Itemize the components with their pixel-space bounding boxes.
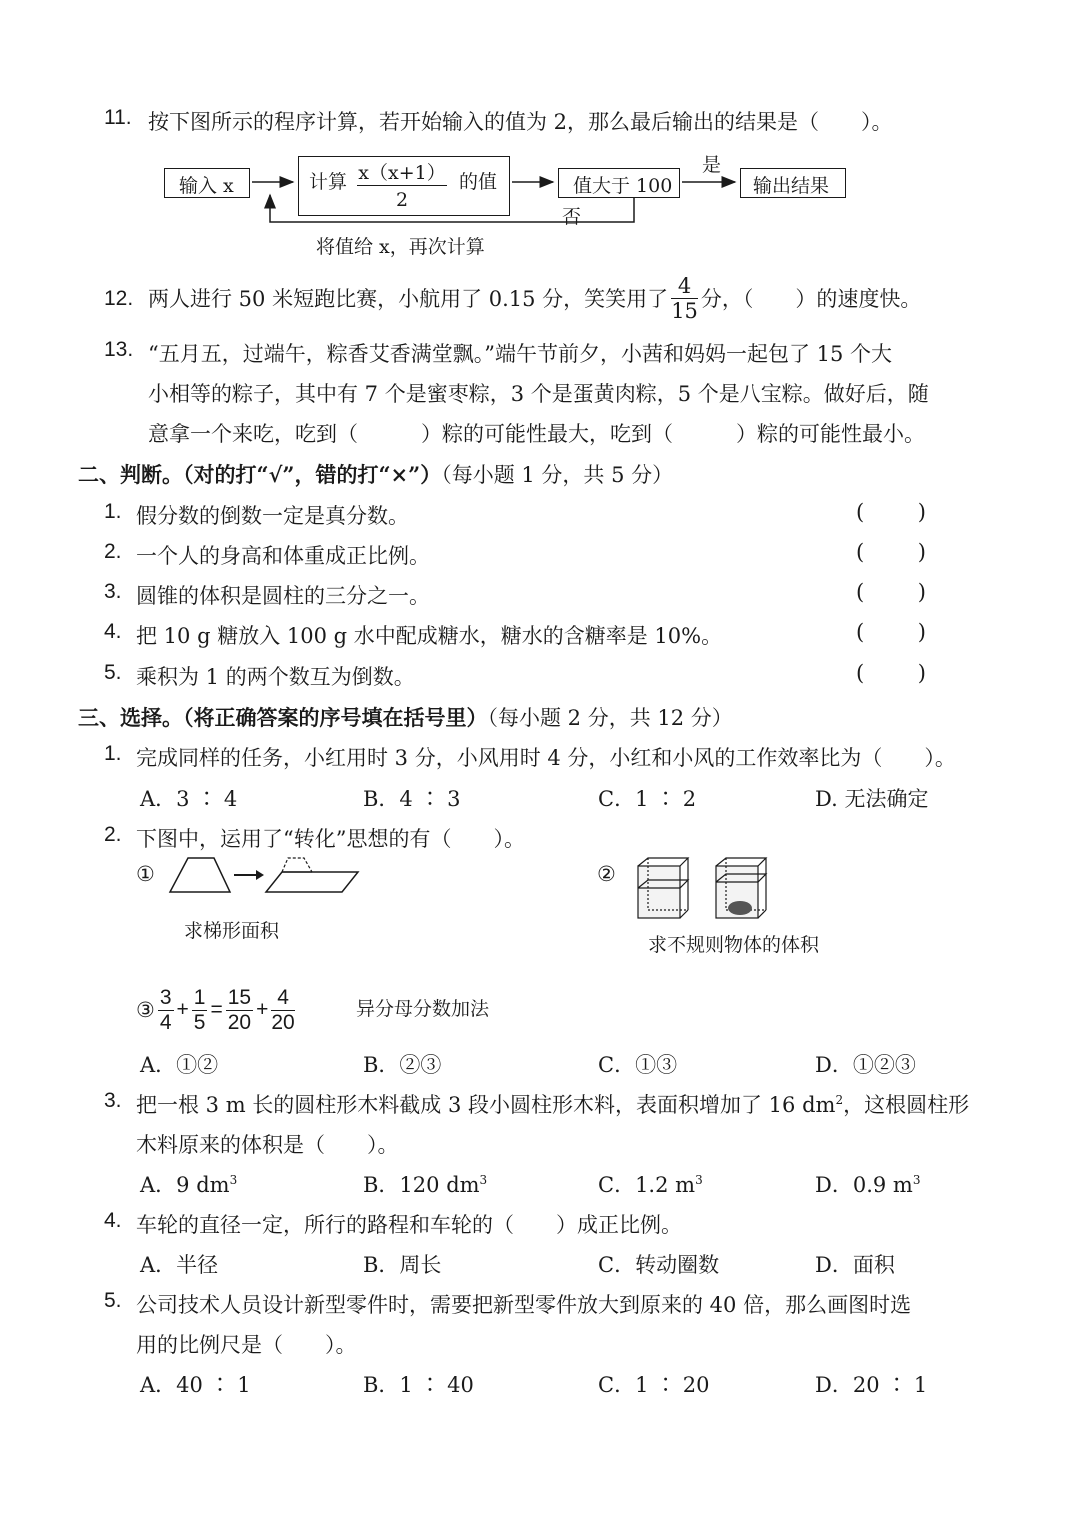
section2-heading	[78, 459, 673, 489]
flow-calc-numerator: x（x+1）	[358, 162, 446, 184]
choice-q5-number: 5.	[104, 1289, 122, 1312]
q13-line2: 小相等的粽子，其中有 7 个是蜜枣粽，3 个是蛋黄肉粽，5 个是八宝粽。做好后，随	[148, 382, 929, 406]
judge-answer-blank[interactable]	[856, 500, 926, 524]
judge-number: 3.	[104, 580, 122, 603]
flow-output-label: 输出结果	[753, 175, 830, 197]
choice-q5-option-c[interactable]: C．1 ∶ 20	[598, 1373, 710, 1397]
paren-open: (	[856, 580, 865, 604]
choice-q4-number: 4.	[104, 1209, 122, 1232]
numerator: 3	[159, 985, 172, 1009]
section2-note: （每小题 1 分，共 5 分）	[441, 463, 674, 487]
q12-number: 12.	[104, 287, 134, 310]
judge-text: 假分数的倒数一定是真分数。	[136, 504, 409, 528]
choice-q2-number: 2.	[104, 823, 122, 846]
paren-close: )	[917, 661, 926, 685]
choice-q4-option-d[interactable]: D．面积	[815, 1253, 895, 1277]
option-superscript: 3	[695, 1173, 703, 1187]
judge-number: 4.	[104, 620, 122, 643]
choice-q5-line2: 用的比例尺是（ ）。	[136, 1333, 357, 1357]
choice-q2-option-a[interactable]: A．①②	[140, 1053, 219, 1077]
choice-q3-line1	[136, 1089, 969, 1119]
choice-q3-number: 3.	[104, 1089, 122, 1112]
q11-text: 按下图所示的程序计算，若开始输入的值为 2，那么最后输出的结果是（ ）。	[148, 110, 893, 134]
choice-q4-option-a[interactable]: A．半径	[140, 1253, 219, 1277]
choice-q4-text: 车轮的直径一定，所行的路程和车轮的（ ）成正比例。	[136, 1213, 682, 1237]
choice-q2-option-d[interactable]: D．①②③	[815, 1053, 916, 1077]
paren-close: )	[917, 540, 926, 564]
choice-q1-option-a[interactable]: A．3 ∶ 4	[140, 787, 238, 811]
paren-close: )	[917, 580, 926, 604]
choice-q5-option-a[interactable]: A．40 ∶ 1	[140, 1373, 251, 1397]
section3-heading	[78, 702, 733, 732]
section3-note: （每小题 2 分，共 12 分）	[487, 706, 733, 730]
fig2-mark: ②	[597, 862, 616, 886]
section2-title: 二、判断。（对的打“√”，错的打“×”）	[78, 462, 442, 487]
flow-yes-label: 是	[702, 154, 722, 176]
q12-text-after: 分，（ ）的速度快。	[700, 287, 922, 311]
paren-close: )	[917, 620, 926, 644]
choice-q2-option-c[interactable]: C．①③	[598, 1053, 678, 1077]
choice-q4-option-b[interactable]: B．周长	[363, 1253, 442, 1277]
flow-loop-note: 将值给 x，再次计算	[316, 236, 485, 258]
paren-open: (	[856, 661, 865, 685]
judge-answer-blank[interactable]	[856, 580, 926, 604]
fig2-caption: 求不规则物体的体积	[648, 934, 820, 956]
flow-input-label: 输入 x	[179, 175, 234, 197]
flow-calc-suffix: 的值	[459, 171, 498, 193]
option-text: A．9 dm	[140, 1173, 230, 1197]
q13-line1: “五月五，过端午，粽香艾香满堂飘。”端午节前夕，小茜和妈妈一起包了 15 个大	[148, 342, 893, 366]
q13-number: 13.	[104, 338, 134, 361]
judge-text: 圆锥的体积是圆柱的三分之一。	[136, 584, 430, 608]
equals-sign: =	[210, 998, 223, 1021]
choice-q3-option-a[interactable]	[140, 1169, 237, 1199]
q12-line	[148, 270, 921, 326]
judge-answer-blank[interactable]	[856, 661, 926, 685]
q3-superscript: 2	[835, 1093, 844, 1107]
option-superscript: 3	[479, 1173, 488, 1187]
choice-q5-option-b[interactable]: B．1 ∶ 40	[363, 1373, 474, 1397]
numerator: 1	[193, 985, 206, 1009]
numerator: 15	[227, 985, 252, 1009]
choice-q3-option-d[interactable]	[815, 1169, 920, 1199]
flow-calc-prefix: 计算	[309, 171, 348, 193]
q11-number: 11.	[104, 106, 132, 129]
paren-close: )	[917, 500, 926, 524]
choice-q1-option-b[interactable]: B．4 ∶ 3	[363, 787, 461, 811]
choice-q5-line1: 公司技术人员设计新型零件时，需要把新型零件放大到原来的 40 倍，那么画图时选	[136, 1293, 912, 1317]
section3-title: 三、选择。（将正确答案的序号填在括号里）	[78, 705, 488, 730]
denominator: 5	[193, 1010, 206, 1034]
option-superscript: 3	[229, 1173, 238, 1187]
flow-condition-label: 值大于 100	[573, 175, 673, 197]
judge-number: 5.	[104, 661, 122, 684]
flow-no-label: 否	[562, 206, 582, 228]
paren-open: (	[856, 620, 865, 644]
q3-line1-end: ，这根圆柱形	[843, 1093, 970, 1117]
choice-q5-option-d[interactable]: D．20 ∶ 1	[815, 1373, 928, 1397]
judge-answer-blank[interactable]	[856, 540, 926, 564]
choice-q2-option-b[interactable]: B．②③	[363, 1053, 442, 1077]
choice-q1-text: 完成同样的任务，小红用时 3 分，小风用时 4 分，小红和小风的工作效率比为（ ）。	[136, 746, 956, 770]
judge-text: 一个人的身高和体重成正比例。	[136, 544, 430, 568]
choice-q1-option-d[interactable]: D. 无法确定	[815, 787, 929, 811]
fig3-equation	[136, 982, 298, 1038]
fig3-fraction-2	[192, 986, 208, 1035]
option-text: C．1.2 m	[598, 1173, 696, 1197]
judge-number: 1.	[104, 500, 122, 523]
judge-text: 把 10 g 糖放入 100 g 水中配成糖水，糖水的含糖率是 10%。	[136, 624, 723, 648]
plus-sign: +	[176, 998, 189, 1021]
choice-q4-option-c[interactable]: C．转动圈数	[598, 1253, 720, 1277]
choice-q3-option-b[interactable]	[363, 1169, 487, 1199]
choice-q3-line2: 木料原来的体积是（ ）。	[136, 1133, 399, 1157]
q13-line3: 意拿一个来吃，吃到（ ）粽的可能性最大，吃到（ ）粽的可能性最小。	[148, 422, 925, 446]
paren-open: (	[856, 540, 865, 564]
fig3-mark: ③	[136, 998, 155, 1022]
flow-calc-denominator: 2	[395, 189, 409, 211]
fig3-fraction-3	[226, 986, 253, 1035]
numerator: 4	[271, 986, 294, 1011]
choice-q1-option-c[interactable]: C．1 ∶ 2	[598, 787, 697, 811]
q12-text-before: 两人进行 50 米短跑比赛，小航用了 0.15 分，笑笑用了	[148, 287, 669, 311]
judge-number: 2.	[104, 540, 122, 563]
q12-frac-num: 4	[671, 274, 698, 299]
fig3-fraction-4	[271, 986, 294, 1035]
flow-arrows	[0, 0, 1080, 260]
plus-sign: +	[256, 998, 269, 1021]
q12-fraction	[671, 274, 698, 323]
option-superscript: 3	[912, 1173, 921, 1187]
trapezoid-figure	[166, 852, 366, 900]
option-text: B．120 dm	[363, 1173, 480, 1197]
q12-frac-den: 15	[671, 298, 698, 323]
paren-open: (	[856, 500, 865, 524]
denominator: 4	[159, 1010, 172, 1034]
q3-line1-text: 把一根 3 m 长的圆柱形木料截成 3 段小圆柱形木料，表面积增加了 16 dm	[136, 1093, 836, 1117]
denominator: 20	[271, 1010, 295, 1034]
fig1-mark: ①	[136, 862, 155, 886]
fig3-fraction-1	[158, 986, 174, 1035]
container-figure	[636, 856, 770, 922]
fig1-caption: 求梯形面积	[184, 920, 280, 942]
judge-answer-blank[interactable]	[856, 620, 926, 644]
choice-q2-text: 下图中，运用了“转化”思想的有（ ）。	[136, 827, 525, 851]
choice-q3-option-c[interactable]	[598, 1169, 703, 1199]
judge-text: 乘积为 1 的两个数互为倒数。	[136, 665, 415, 689]
option-text: D．0.9 m	[815, 1173, 913, 1197]
fig3-caption: 异分母分数加法	[356, 998, 490, 1020]
denominator: 20	[227, 1010, 252, 1034]
choice-q1-number: 1.	[104, 742, 122, 765]
